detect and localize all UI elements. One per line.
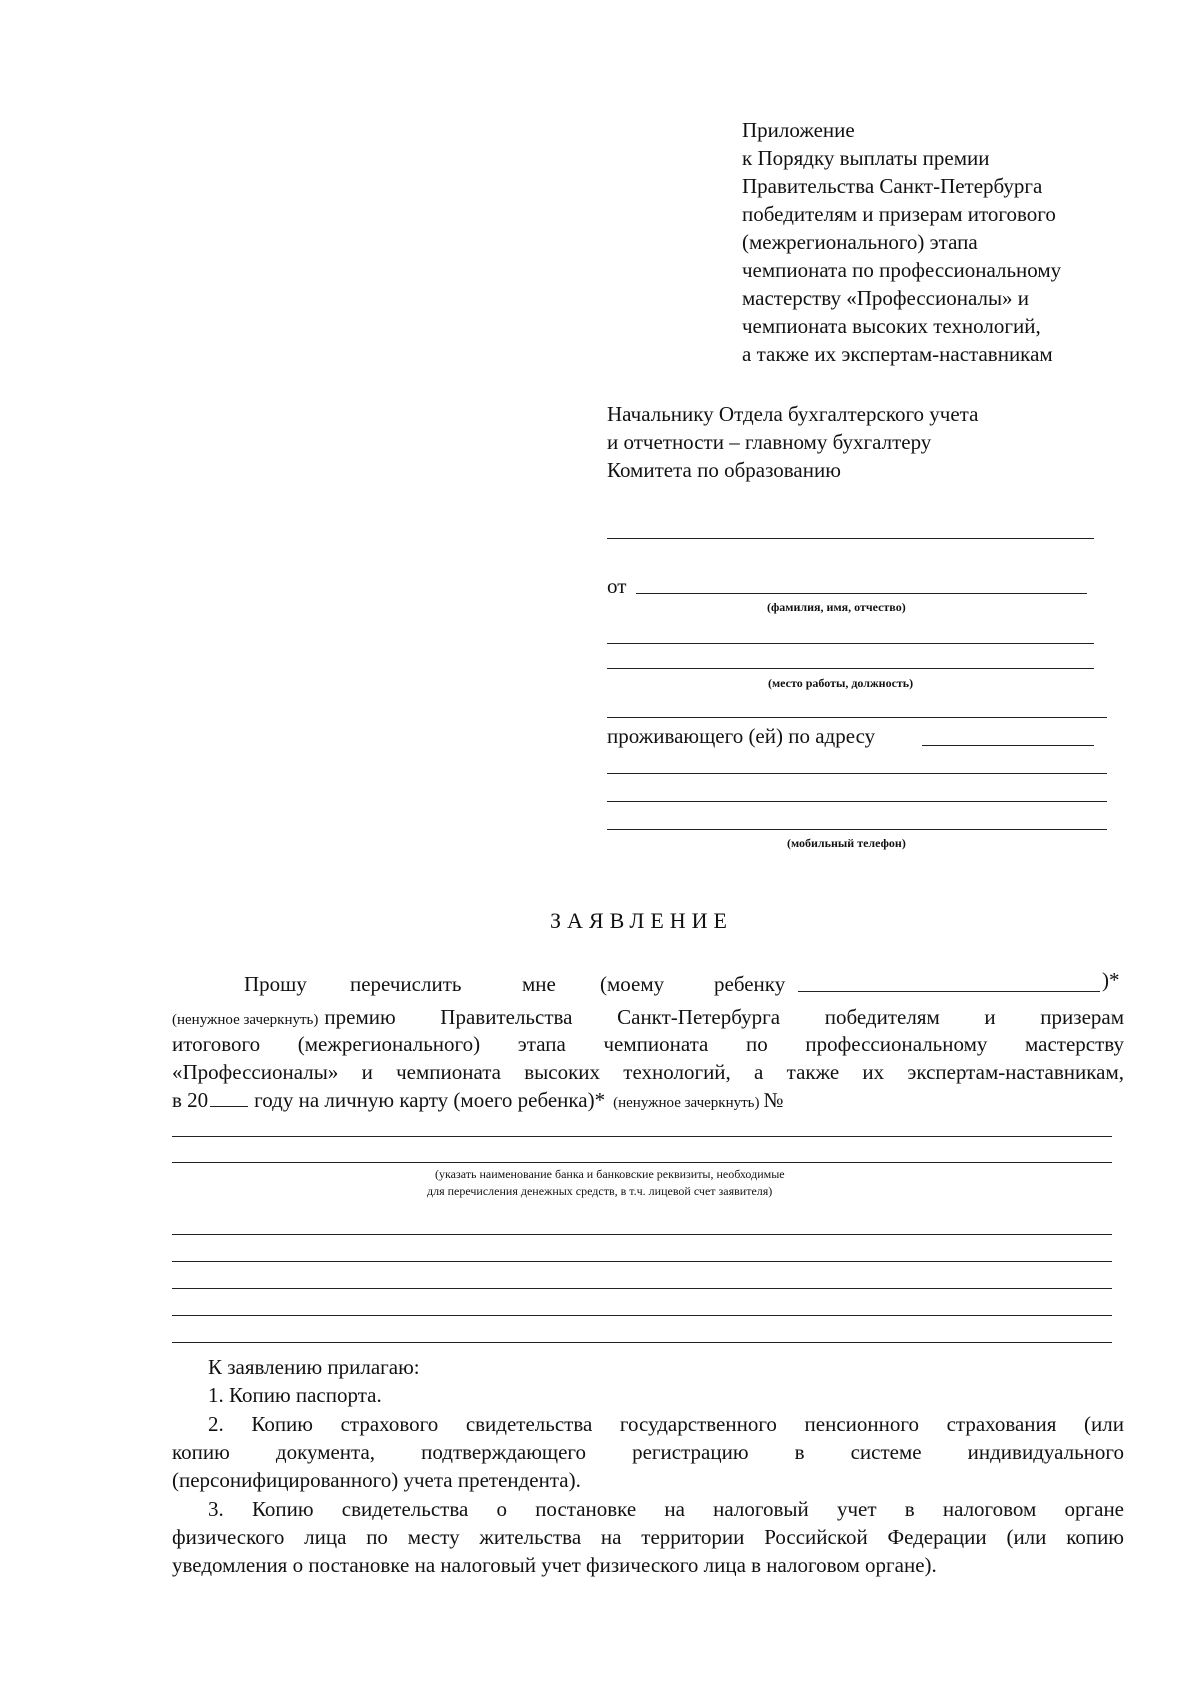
attachment-item-3-line-3: уведомления о постановке на налоговый учет физического лица в налоговом органе).: [172, 1553, 937, 1577]
addressee-line: и отчетности – главному бухгалтеру: [607, 430, 932, 454]
appendix-line: Приложение: [742, 118, 855, 142]
request-strike-note: (ненужное зачеркнуть): [172, 1012, 319, 1028]
bank-field-1[interactable]: [172, 1136, 1112, 1137]
attachment-item-1: 1. Копию паспорта.: [208, 1383, 382, 1407]
caption-phone: (мобильный телефон): [787, 836, 906, 850]
appendix-line: к Порядку выплаты премии: [742, 146, 990, 170]
work-field-1[interactable]: [607, 643, 1094, 644]
request-word: ребенку: [714, 972, 786, 996]
request-card-text: году на личную карту (моего ребенка)*: [254, 1088, 606, 1112]
address-field-2[interactable]: [607, 773, 1107, 774]
child-name-field[interactable]: [798, 991, 1100, 992]
applicant-fio-field[interactable]: [636, 593, 1087, 594]
caption-fio: (фамилия, имя, отчество): [767, 600, 906, 614]
number-sign: №: [763, 1088, 784, 1112]
request-line-3: итогового (межрегионального) этапа чемпионата по профессиональному мастерству: [172, 1032, 1124, 1056]
appendix-line: (межрегионального) этапа: [742, 230, 978, 254]
request-line1-end: )*: [1102, 968, 1120, 992]
from-label: от: [607, 574, 627, 598]
attachment-item-2-line-1: 2. Копию страхового свидетельства государственного пенсионного страхования (или: [208, 1412, 1124, 1436]
bank-caption-2: для перечисления денежных средств, в т.ч. лицевой счет заявителя): [427, 1184, 773, 1198]
request-strike-note-2: (ненужное зачеркнуть): [613, 1095, 760, 1111]
bank-field-5[interactable]: [172, 1288, 1112, 1289]
request-line-4: «Профессионалы» и чемпионата высоких технологий, а также их экспертам-наставникам,: [172, 1060, 1124, 1084]
attachment-item-3-line-2: физического лица по месту жительства на территории Российской Федерации (или копию: [172, 1525, 1124, 1549]
bank-field-4[interactable]: [172, 1261, 1112, 1262]
request-year-prefix: в 20: [172, 1088, 209, 1112]
caption-work: (место работы, должность): [768, 676, 914, 690]
request-word: перечислить: [350, 972, 462, 996]
bank-caption-1: (указать наименование банка и банковские реквизиты, необходимые: [435, 1167, 785, 1181]
phone-field[interactable]: [607, 829, 1107, 830]
document-title: ЗАЯВЛЕНИЕ: [550, 908, 733, 933]
bank-field-7[interactable]: [172, 1342, 1112, 1343]
bank-field-3[interactable]: [172, 1234, 1112, 1235]
appendix-line: Правительства Санкт-Петербурга: [742, 174, 1043, 198]
addressee-name-field[interactable]: [607, 538, 1094, 539]
request-word: Прошу: [244, 972, 307, 996]
addressee-line: Начальнику Отдела бухгалтерского учета: [607, 402, 979, 426]
bank-field-2[interactable]: [172, 1162, 1112, 1163]
request-line-5: [172, 1086, 784, 1114]
work-field-2[interactable]: [607, 668, 1094, 669]
addressee-line: Комитета по образованию: [607, 458, 841, 482]
year-field[interactable]: [210, 1089, 248, 1107]
appendix-line: а также их экспертам-наставникам: [742, 342, 1053, 366]
address-field-3[interactable]: [607, 801, 1107, 802]
work-field-3[interactable]: [607, 717, 1107, 718]
address-label: проживающего (ей) по адресу: [607, 724, 876, 748]
request-word: (моему: [600, 972, 665, 996]
request-line2-text: премию Правительства Санкт-Петербурга победителям и призерам: [324, 1005, 1124, 1029]
address-field-1[interactable]: [922, 745, 1094, 746]
attachments-intro: К заявлению прилагаю:: [208, 1355, 420, 1379]
appendix-line: чемпионата высоких технологий,: [742, 314, 1041, 338]
appendix-line: чемпионата по профессиональному: [742, 258, 1062, 282]
attachment-item-2-line-2: копию документа, подтверждающего регистрацию в системе индивидуального: [172, 1440, 1124, 1464]
bank-field-6[interactable]: [172, 1315, 1112, 1316]
appendix-line: победителям и призерам итогового: [742, 202, 1056, 226]
appendix-line: мастерству «Профессионалы» и: [742, 286, 1030, 310]
attachment-item-3-line-1: 3. Копию свидетельства о постановке на налоговый учет в налоговом органе: [208, 1497, 1124, 1521]
request-line-2: [172, 1003, 1124, 1031]
request-word: мне: [522, 972, 556, 996]
attachment-item-2-line-3: (персонифицированного) учета претендента).: [172, 1468, 581, 1492]
